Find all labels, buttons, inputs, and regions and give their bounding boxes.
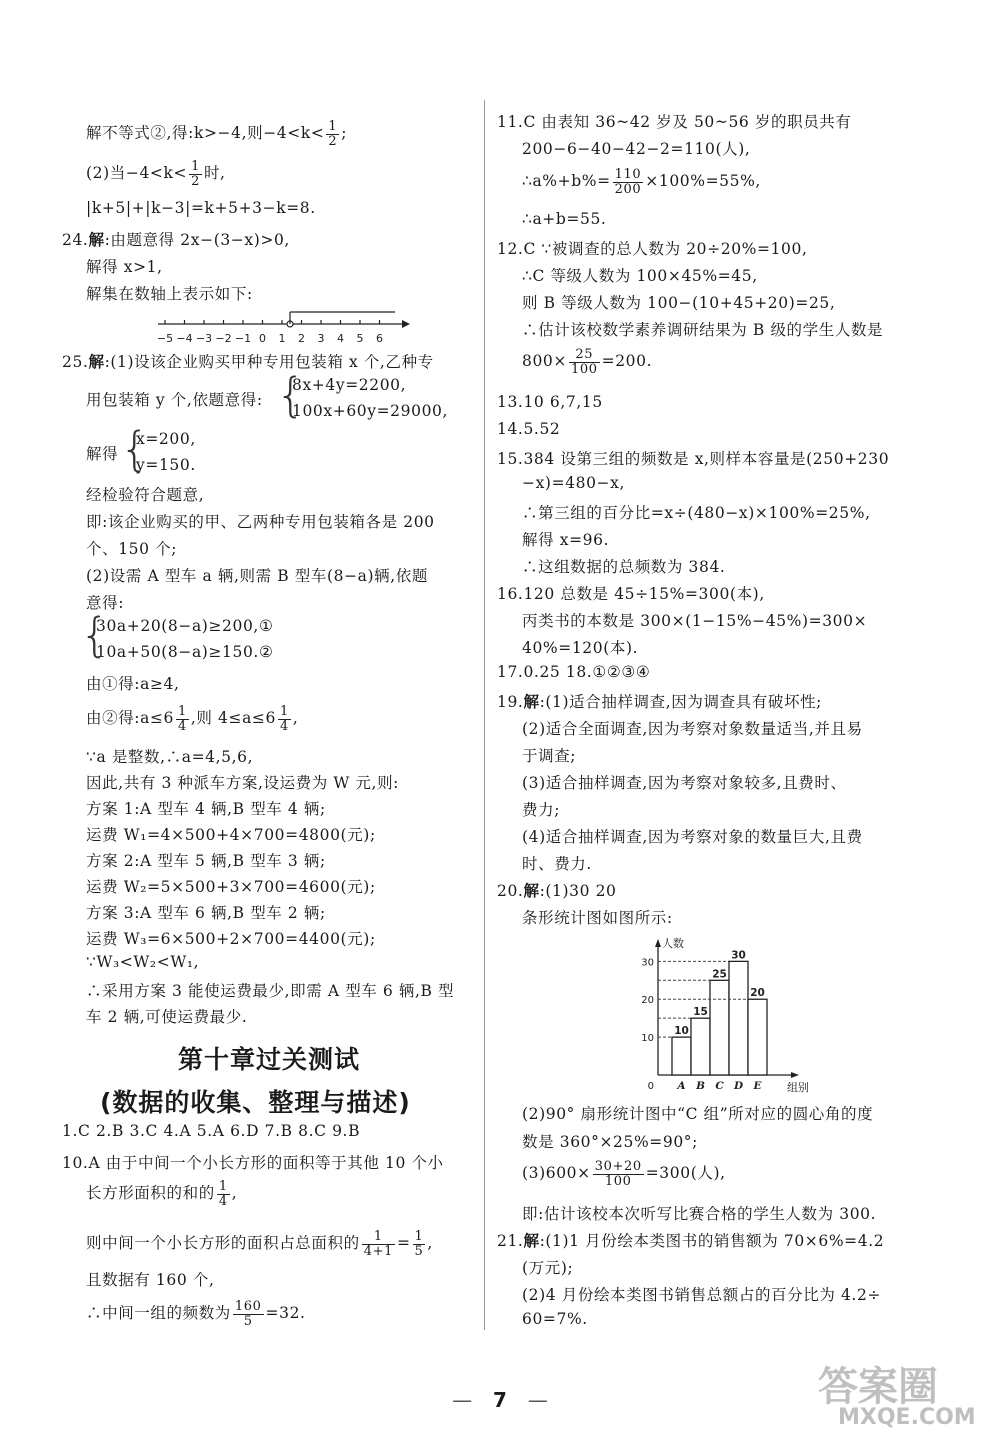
solution-label: 解 — [88, 230, 105, 249]
text: =300(人), — [645, 1164, 726, 1183]
fraction — [362, 1230, 395, 1258]
question-10: 10.A 由于中间一个小长方形的面积等于其他 10 个小 — [62, 1154, 444, 1172]
text: (3)600× — [522, 1164, 591, 1183]
text-line: 意得: — [86, 594, 125, 612]
text-line: (2)4 月份绘本类图书销售总额占的百分比为 4.2÷ — [522, 1286, 882, 1304]
text-line — [86, 705, 298, 733]
fraction — [176, 705, 189, 733]
numerator: 1 — [328, 119, 338, 134]
fraction — [613, 168, 644, 196]
text: :(1)30 20 — [539, 882, 617, 900]
text-line: 运费 W₃=6×500+2×700=4400(元); — [86, 930, 376, 948]
x-axis-arrow-icon — [791, 1072, 799, 1078]
text: 800× — [522, 352, 567, 371]
denominator: 4 — [218, 1193, 228, 1209]
number-line-label: 6 — [376, 332, 383, 345]
brace: { — [276, 368, 306, 422]
text-line: 个、150 个; — [86, 540, 178, 558]
text-line: 解得 — [86, 445, 119, 463]
watermark-url: MXQE.COM — [838, 1405, 976, 1430]
bar — [691, 1018, 710, 1075]
watermark-logo: 答案圈 — [818, 1364, 938, 1410]
denominator: 5 — [243, 1313, 253, 1329]
numerator: 1 — [178, 704, 187, 719]
question-11: 11.C 由表知 36~42 岁及 50~56 岁的职员共有 — [497, 113, 852, 131]
denominator: 4 — [178, 718, 187, 734]
number-line-label: 0 — [259, 332, 266, 345]
text-line: 解得 x=96. — [522, 531, 610, 549]
fraction — [569, 348, 600, 376]
solution-label: 解 — [523, 692, 540, 711]
text-line — [86, 160, 226, 188]
inequality: 10a+50(8−a)≥150.② — [96, 643, 274, 661]
number-line-label: −1 — [234, 332, 252, 345]
question-12: 12.C ∵被调查的总人数为 20÷20%=100, — [497, 240, 808, 258]
text: 时, — [203, 164, 226, 183]
text-line: (4)适合抽样调查,因为考察对象的数量巨大,且费 — [522, 828, 863, 846]
text-line: 费力; — [522, 801, 561, 819]
brace: { — [80, 608, 110, 662]
text-line: 用包装箱 y 个,依题意得: — [86, 391, 263, 409]
page-number-value: 7 — [493, 1388, 507, 1412]
text-line: −x)=480−x, — [522, 474, 626, 492]
fraction — [326, 120, 339, 148]
text-line: |k+5|+|k−3|=k+5+3−k=8. — [86, 199, 316, 217]
question-number: 25. — [62, 353, 89, 371]
number-line-label: 5 — [356, 332, 364, 345]
text-line — [86, 120, 347, 148]
chapter-subtitle: (数据的收集、整理与描述) — [100, 1088, 411, 1117]
fraction — [217, 1180, 230, 1208]
text: :(1)设该企业购买甲种专用包装箱 x 个,乙种专 — [104, 353, 434, 371]
text: , — [231, 1184, 238, 1203]
y-tick-label: 30 — [641, 957, 654, 969]
text-line: 且数据有 160 个, — [86, 1271, 215, 1289]
text-line: (万元); — [522, 1259, 574, 1277]
number-line-label: −4 — [176, 332, 193, 345]
denominator: 4+1 — [363, 1243, 393, 1259]
text: (2)当−4<k< — [86, 164, 188, 183]
denominator: 2 — [328, 133, 338, 149]
solution-label: 解 — [523, 881, 540, 900]
equation: x=200, — [136, 430, 196, 448]
question-25 — [62, 350, 434, 372]
denominator: 100 — [604, 1173, 632, 1189]
equation: 100x+60y=29000, — [292, 402, 449, 420]
number-line-label: 2 — [298, 332, 305, 345]
number-line-label: −5 — [156, 332, 174, 345]
solution-label: 解 — [88, 352, 105, 371]
text-line: 经检验符合题意, — [86, 486, 205, 504]
number-line-label: 3 — [317, 332, 325, 345]
text: = — [396, 1234, 411, 1253]
text: =32. — [265, 1304, 306, 1323]
denominator: 4 — [279, 718, 289, 734]
bar — [672, 1037, 691, 1075]
bar — [710, 980, 729, 1075]
bar-value-label: 30 — [731, 949, 746, 962]
y-tick-label: 20 — [641, 995, 654, 1007]
numerator: 110 — [614, 167, 642, 182]
text-line: 即:估计该校本次听写比赛合格的学生人数为 300. — [522, 1205, 877, 1223]
x-tick-label: D — [733, 1080, 744, 1092]
text-line: ∴采用方案 3 能使运费最少,即需 A 型车 6 辆,B 型 — [86, 982, 455, 1000]
text: :由题意得 2x−(3−x)>0, — [104, 231, 290, 249]
bar — [748, 999, 767, 1075]
question-number: 19. — [497, 693, 524, 711]
text-line: 运费 W₁=4×500+4×700=4800(元); — [86, 826, 376, 844]
arrow-icon — [402, 320, 410, 328]
brace: { — [120, 422, 150, 476]
text-line: 方案 3:A 型车 6 辆,B 型车 2 辆; — [86, 904, 326, 922]
fraction — [278, 705, 291, 733]
x-tick-label: B — [696, 1080, 705, 1092]
text-line: 运费 W₂=5×500+3×700=4600(元); — [86, 878, 376, 896]
text-line: 数是 360°×25%=90°; — [522, 1133, 698, 1151]
text-line: ∵a 是整数,∴a=4,5,6, — [86, 748, 254, 766]
text-line — [522, 168, 761, 196]
text: 解不等式②,得:k>−4,则−4<k< — [86, 124, 325, 143]
text: 由②得:a≤6 — [86, 709, 175, 728]
numerator: 160 — [234, 1299, 262, 1314]
dash: — — [527, 1388, 548, 1412]
text: , — [427, 1234, 433, 1253]
solution-label: 解 — [523, 1231, 540, 1250]
fraction — [189, 160, 202, 188]
text-line: 即:该企业购买的甲、乙两种专用包装箱各是 200 — [86, 513, 435, 531]
text-line — [86, 1230, 433, 1258]
y-axis-label: 人数 — [662, 937, 684, 950]
inequality: 30a+20(8−a)≥200,① — [96, 617, 274, 635]
text: 则中间一个小长方形的面积占总面积的 — [86, 1234, 360, 1253]
text-line: ∴这组数据的总频数为 384. — [522, 558, 726, 576]
text: ∴a%+b%= — [522, 172, 611, 191]
question-13: 13.10 6,7,15 — [497, 393, 603, 411]
bar-chart — [630, 935, 815, 1095]
x-tick-label: E — [753, 1080, 762, 1092]
question-16: 16.120 总数是 45÷15%=300(本), — [497, 585, 765, 603]
y-tick-label: 10 — [641, 1033, 654, 1045]
text-line: 则 B 等级人数为 100−(10+45+20)=25, — [522, 294, 836, 312]
text: =200. — [601, 352, 653, 371]
numerator: 1 — [191, 159, 200, 174]
multiple-choice-answers: 1.C 2.B 3.C 4.A 5.A 6.D 7.B 8.C 9.B — [62, 1122, 361, 1140]
equation: y=150. — [136, 456, 196, 474]
text-line — [86, 1300, 306, 1328]
text: ; — [341, 124, 348, 143]
numerator: 30+20 — [594, 1159, 642, 1174]
fraction — [233, 1300, 264, 1328]
x-tick-label: A — [677, 1080, 686, 1092]
text: ∴中间一组的频数为 — [86, 1304, 231, 1323]
text-line: ∵W₃<W₂<W₁, — [86, 953, 200, 971]
question-number: 20. — [497, 882, 524, 900]
text-line: 车 2 辆,可使运费最少. — [86, 1008, 248, 1026]
bar-value-label: 25 — [712, 968, 727, 981]
question-21 — [497, 1229, 884, 1251]
denominator: 5 — [414, 1243, 424, 1259]
text-line: (2)90° 扇形统计图中“C 组”所对应的圆心角的度 — [522, 1105, 874, 1123]
question-number: 24. — [62, 231, 89, 249]
numerator: 25 — [569, 348, 600, 363]
column-divider — [484, 100, 485, 1330]
text-line: ∴C 等级人数为 100×45%=45, — [522, 267, 758, 285]
text-line: 40%=120(本). — [522, 639, 639, 657]
question-15: 15.384 设第三组的频数是 x,则样本容量是(250+230 — [497, 450, 890, 468]
x-axis-label: 组别 — [787, 1081, 809, 1094]
text-line: ∴第三组的百分比=x÷(480−x)×100%=25%, — [522, 504, 871, 522]
fraction — [413, 1230, 426, 1258]
numerator: 1 — [414, 1229, 424, 1244]
text-line: 解得 x>1, — [86, 258, 163, 276]
question-24 — [62, 228, 290, 250]
denominator: 100 — [570, 361, 598, 377]
equation: 8x+4y=2200, — [292, 376, 407, 394]
text-line — [522, 1160, 726, 1188]
numerator: 1 — [362, 1230, 395, 1245]
text-line — [522, 348, 652, 376]
text-line: 时、费力. — [522, 855, 592, 873]
text-line: (3)适合抽样调查,因为考察对象较多,且费时、 — [522, 774, 847, 792]
dash: — — [452, 1388, 473, 1412]
bar-value-label: 15 — [693, 1006, 708, 1019]
text-line: 条形统计图如图所示: — [522, 909, 673, 927]
text-line — [86, 1180, 237, 1208]
bar-value-label: 20 — [750, 987, 765, 1000]
chapter-title: 第十章过关测试 — [178, 1045, 361, 1074]
text-line: 200−6−40−42−2=110(人), — [522, 140, 751, 158]
text-line: 丙类书的本数是 300×(1−15%−45%)=300× — [522, 612, 868, 630]
text: :(1)1 月份绘本类图书的销售额为 70×6%=4.2 — [539, 1232, 885, 1250]
question-14: 14.5.52 — [497, 420, 561, 438]
question-19 — [497, 690, 822, 712]
text-line: ∴估计该校数学素养调研结果为 B 级的学生人数是 — [522, 321, 884, 339]
text-line: 方案 2:A 型车 5 辆,B 型车 3 辆; — [86, 852, 326, 870]
text: :(1)适合抽样调查,因为调查具有破坏性; — [539, 693, 822, 711]
y-axis-arrow-icon — [655, 939, 661, 947]
denominator: 200 — [614, 181, 642, 197]
bar — [729, 961, 748, 1075]
numerator: 1 — [218, 1179, 228, 1194]
question-number: 21. — [497, 1232, 524, 1250]
text-line: 解集在数轴上表示如下: — [86, 285, 253, 303]
denominator: 2 — [191, 173, 200, 189]
x-tick-label: C — [715, 1080, 724, 1092]
text-line: 方案 1:A 型车 4 辆,B 型车 4 辆; — [86, 800, 326, 818]
numerator: 1 — [279, 704, 289, 719]
text: , — [292, 709, 299, 728]
number-line-label: −2 — [215, 332, 232, 345]
bar-value-label: 10 — [674, 1025, 689, 1038]
number-line-label: 1 — [278, 332, 286, 345]
text-line: ∴a+b=55. — [522, 210, 607, 228]
number-line-figure — [150, 304, 410, 348]
question-17-18: 17.0.25 18.①②③④ — [497, 663, 651, 681]
text-line: (2)设需 A 型车 a 辆,则需 B 型车(8−a)辆,依题 — [86, 567, 428, 585]
text-line: 由①得:a≥4, — [86, 675, 180, 693]
text-line: 于调查; — [522, 747, 577, 765]
text: 长方形面积的和的 — [86, 1184, 215, 1203]
number-line-label: −3 — [195, 332, 213, 345]
text-line: 因此,共有 3 种派车方案,设运费为 W 元,则: — [86, 774, 400, 792]
text: ,则 4≤a≤6 — [190, 709, 276, 728]
text-line: 60=7%. — [522, 1310, 588, 1328]
question-20 — [497, 879, 617, 901]
text: ×100%=55%, — [645, 172, 761, 191]
origin-label: 0 — [647, 1081, 654, 1092]
fraction — [593, 1160, 644, 1188]
number-line-label: 4 — [337, 332, 344, 345]
text-line: (2)适合全面调查,因为考察对象数量适当,并且易 — [522, 720, 863, 738]
